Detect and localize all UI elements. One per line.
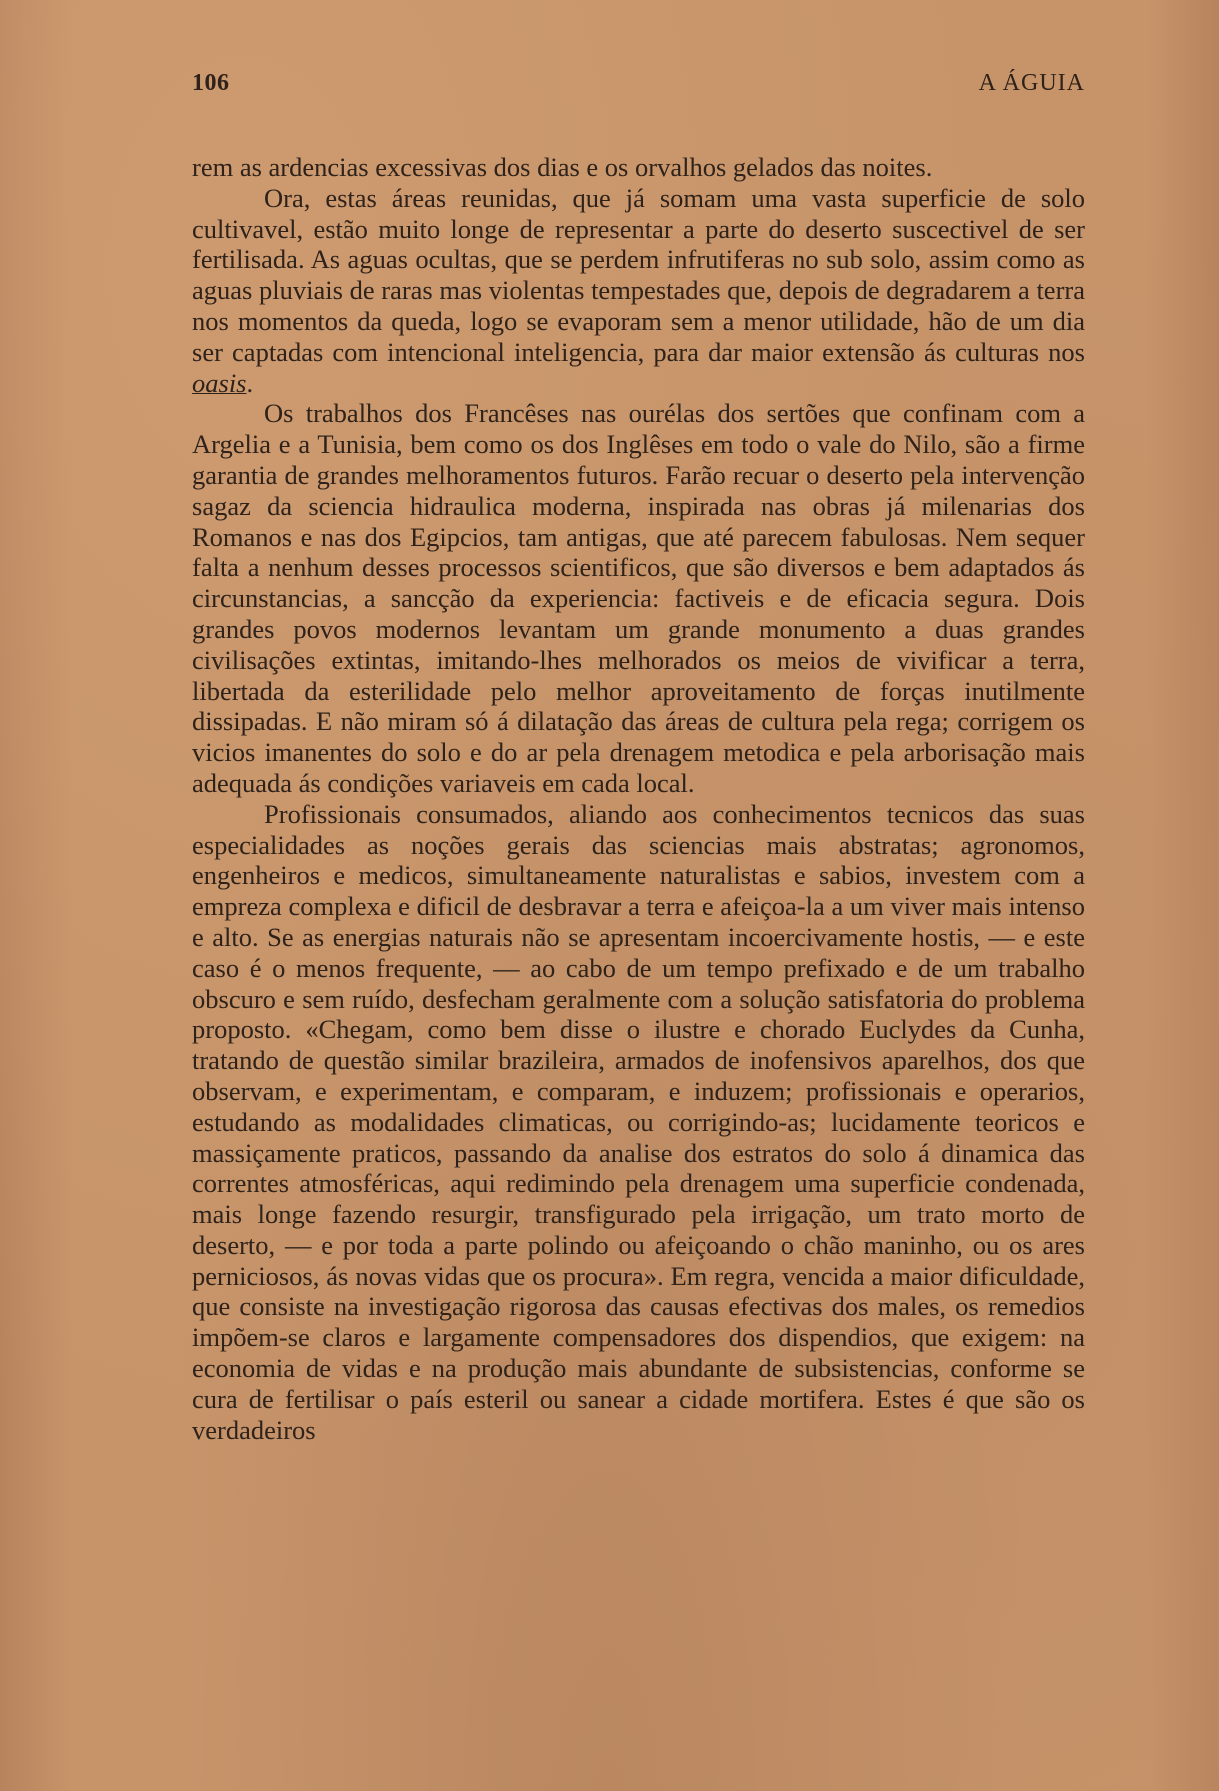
paragraph-punctuation: . [246, 367, 254, 398]
body-text [192, 152, 1085, 1445]
paragraph-professionals [192, 799, 1085, 1446]
paragraph-text: rem as ardencias excessivas dos dias e os orvalhos gelados das noites. [192, 152, 933, 182]
paragraph-text: Profissionais consumados, aliando aos conhecimentos tecnicos das suas especialidades as noções gerais das sciencias mais abstratas; agronomos, engenheiros e medicos, simultaneamente naturalistas e sabios, investem com a empreza complexa e dificil de desbravar a terra e afeiçoa-la a um viver mais intenso e alto. Se as energias naturais não se apresentam incoercivamente hostis, — e este caso é o menos frequente, — ao cabo de um tempo prefixado e de um trabalho obscuro e sem ruído, desfecham geralmente com a solução satisfatoria do problema proposto. «Chegam, como bem disse o ilustre e chorado Euclydes da Cunha, tratando de questão similar brazileira, armados de inofensivos aparelhos, dos que observam, e experimentam, e comparam, e induzem; profissionais e operarios, estudando as modalidades climaticas, ou corrigindo-as; lucidamente teoricos e massiçamente praticos, passando da analise dos estratos do solo á dinamica das correntes atmosféricas, aqui redimindo pela drenagem uma superficie condenada, mais longe fazendo resurgir, transfigurado pela irrigação, um trato morto de deserto, — e por toda a parte polindo ou afeiçoando o chão maninho, ou os ares perniciosos, ás novas vidas que os procura». Em regra, vencida a maior dificuldade, que consiste na investigação rigorosa das causas efectivas dos males, os remedios impõem-se claros e largamente compensadores dos dispendios, que exigem: na economia de vidas e na produção mais abundante de subsistencias, conforme se cura de fertilisar o país esteril ou sanear a cidade mortifera. Estes é que são os verdadeiros [192, 798, 1085, 1445]
emphasized-word: oasis [192, 367, 247, 398]
paragraph-desert-areas [192, 183, 1085, 399]
paragraph-continuation [192, 152, 1085, 183]
running-title: A ÁGUIA [978, 70, 1085, 96]
paragraph-text: Os trabalhos dos Francêses nas ourélas dos sertões que confinam com a Argelia e a Tunisia, bem como os dos Inglêses em todo o vale do Nilo, são a firme garantia de grandes melhoramentos futuros. Farão recuar o deserto pela intervenção sagaz da sciencia hidraulica moderna, inspirada nas obras já milenarias dos Romanos e nas dos Egipcios, tam antigas, que até parecem fabulosas. Nem sequer falta a nenhum desses processos scientificos, que são diversos e bem adaptados ás circunstancias, a sancção da experiencia: factiveis e de eficacia segura. Dois grandes povos modernos levantam um grande monumento a duas grandes civilisações extintas, imitando-lhes melhorados os meios de vivificar a terra, libertada da esterilidade pelo melhor aproveitamento de forças inutilmente dissipadas. E não miram só á dilatação das áreas de cultura pela rega; corrigem os vicios imanentes do solo e do ar pela drenagem metodica e pela arborisação mais adequada ás condições variaveis em cada local. [192, 398, 1085, 798]
paragraph-text: Ora, estas áreas reunidas, que já somam uma vasta superficie de solo cultivavel, estão muito longe de representar a parte do deserto suscectivel de ser fertilisada. As aguas ocultas, que se perdem infrutiferas no sub solo, assim como as aguas pluviais de raras mas violentas tempestades que, depois de degradarem a terra nos momentos da queda, logo se evaporam sem a menor utilidade, hão de um dia ser captadas com intencional inteligencia, para dar maior extensão ás culturas nos [192, 182, 1085, 367]
page-number: 106 [192, 70, 230, 96]
page-header [192, 70, 1085, 106]
paragraph-french-english-works [192, 398, 1085, 798]
